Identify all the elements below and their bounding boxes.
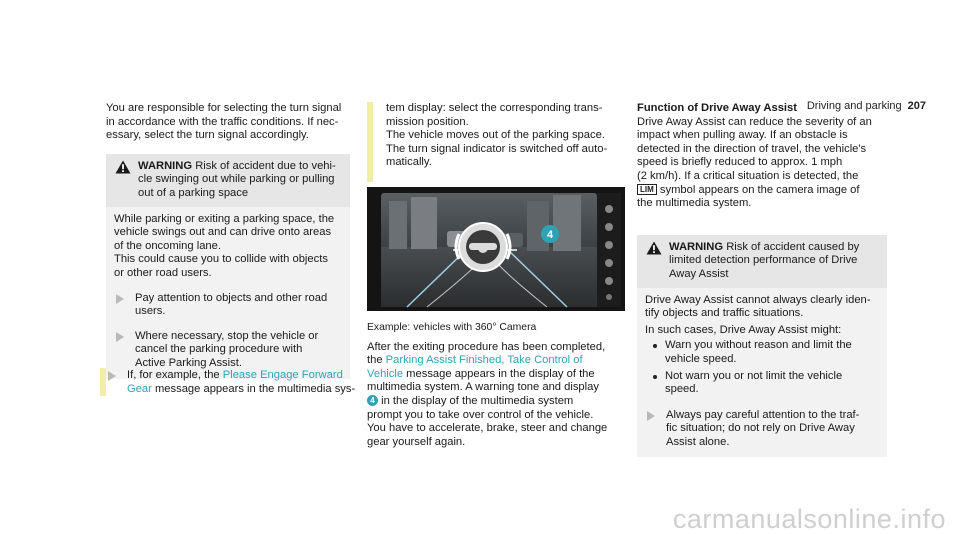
completion-paragraph: After the exiting procedure has been completed, the Parking Assist Finished, Take Control of Vehicle message appears in the display of the multimedia system. A warning tone and display 4 in the display of the multimedia system prompt you to take over control of the vehicle. You have to accelerate, brake, steer and change gear yourself again. [367,340,608,448]
warning-body: Drive Away Assist cannot always clearly iden- tify objects and traffic situations. In such cases, Drive Away Assist might: Warn you without reason and limit the vehicle speed. Not warn you or not limit the vehicle speed. Always pay careful attention to the traf- fic situation; do not rely on Drive Away Assist alone. [637,288,887,458]
callout-badge: 4 [367,395,378,406]
function-paragraph: Drive Away Assist can reduce the severity of an impact when pulling away. If an obstacle is detected in the direction of travel, the vehicle's speed is briefly reduced to approx. 1 mph (2 km/h). If a critical situation is detected, the LIM symbol appears on the camera image of the multimedia system. [637,115,872,210]
step-arrow-icon [116,294,124,304]
step-arrow-icon [116,332,124,342]
step-continuation: tem display: select the corresponding trans- mission position. The vehicle moves out of the parking space. The turn signal indicator is switched off auto- matically. [386,102,608,169]
warning-step: Always pay careful attention to the traf- fic situation; do not rely on Drive Away Assist alone. [645,409,879,450]
bullet-icon [653,375,657,379]
step-arrow-icon [647,411,655,421]
warning-body: While parking or exiting a parking space, the vehicle swings out and can drive onto areas of the oncoming lane. This could cause you to collide with objects or other road users. Pay attention to objects and other road users. Where necessary, stop the vehicle or cancel the parking procedure with Active Parking Assist. [106,207,350,379]
step-arrow-icon [108,371,116,381]
page-number: 207 [907,100,926,112]
warning-header: WARNING Risk of accident due to vehi- cle swinging out while parking or pulling out of a parking space [106,154,350,207]
list-item: Warn you without reason and limit the vehicle speed. [645,339,879,366]
warning-header: WARNING Risk of accident caused by limited detection performance of Drive Away Assist [637,235,887,288]
warning-triangle-icon [646,241,662,255]
warning-label: WARNING [138,159,193,172]
section-heading: Function of Drive Away Assist [637,102,797,114]
warning-label: WARNING [669,240,724,253]
warning-triangle-icon [115,160,131,174]
warning-step: Pay attention to objects and other road users. [114,292,342,319]
column-3 [637,102,887,457]
column-2 [386,102,626,170]
instruction-bar-continued [367,102,373,182]
intro-paragraph: You are responsible for selecting the turn signal in accordance with the traffic conditions. If nec- essary, select the turn signal accordingly. [106,102,342,142]
column-1 [106,102,350,379]
display-message: Please Engage Forward [222,369,343,381]
bullet-icon [653,344,657,348]
warning-step: Where necessary, stop the vehicle or cancel the parking procedure with Active Parking Assist. [114,330,342,371]
section-title: Driving and parking [806,100,902,112]
watermark: carmanualsonline.info [672,504,946,534]
callout-badge: 4 [546,229,554,241]
column-2-lower [367,321,632,449]
list-item: Not warn you or not limit the vehicle speed. [645,370,879,397]
display-message: Parking Assist Finished, Take Control of [385,354,583,367]
lim-symbol: LIM [637,184,657,195]
instruction-step: If, for example, the Please Engage Forward Gear message appears in the multimedia sys- [106,369,371,396]
warning-box [106,154,350,379]
warning-box [637,235,887,458]
camera-screen-image [367,187,625,311]
image-caption: Example: vehicles with 360° Camera [367,322,537,333]
